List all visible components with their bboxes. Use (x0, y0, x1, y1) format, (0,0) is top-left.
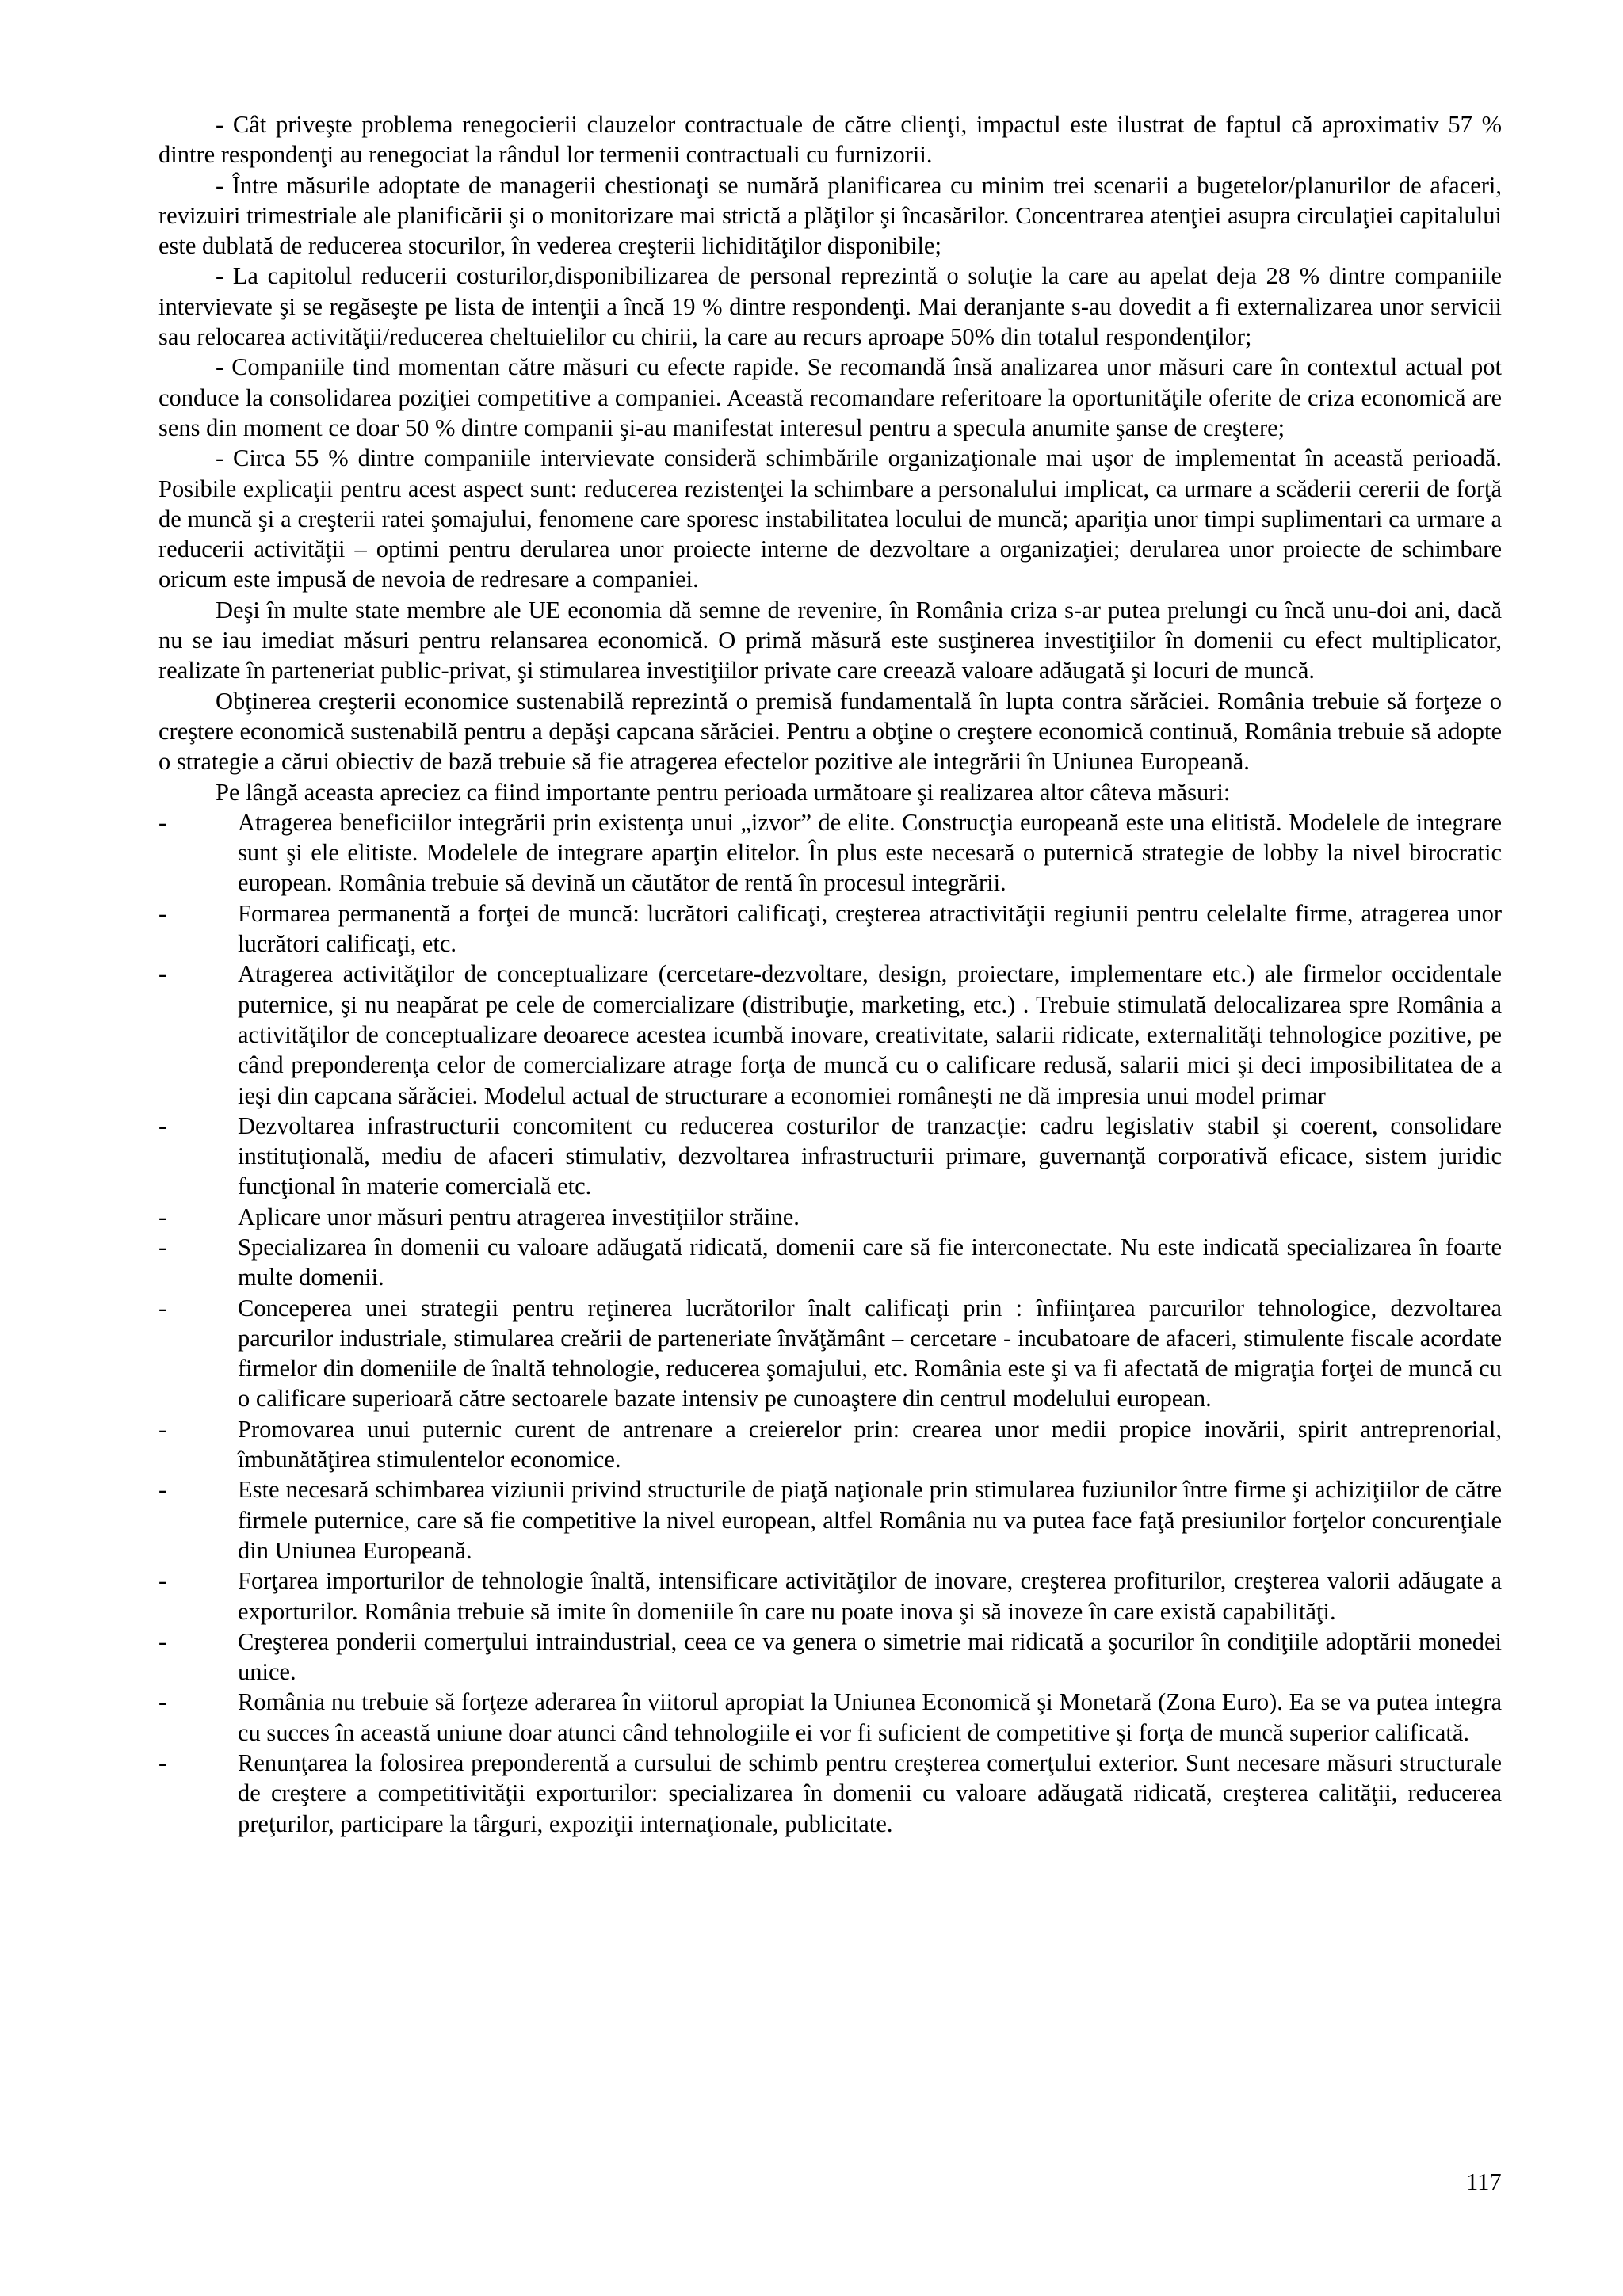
list-item-text: Forţarea importurilor de tehnologie înaltă, intensificare activităţilor de inovare, creşterea profiturilor, creşterea valorii adăugate a exporturilor. România trebuie să imite în domeniile în care nu poate inova şi să inoveze în care există capabilităţi. (238, 1567, 1502, 1625)
list-item-text: Dezvoltarea infrastructurii concomitent cu reducerea costurilor de tranzacţie: cadru legislativ stabil şi coerent, consolidare instituţională, mediu de afaceri stimulativ, dezvoltarea infrastructurii primare, guvernanţă corporativă eficace, sistem juridic funcţional în materie comercială etc. (238, 1112, 1502, 1200)
paragraph-sustainable-growth: Obţinerea creşterii economice sustenabilă reprezintă o premisă fundamentală în lupta contra sărăciei. România trebuie să forţeze o creştere economică sustenabilă pentru a depăşi capcana sărăciei. Pentru a obţine o creştere economică continuă, România trebuie să adopte o strategie a cărui obiectiv de bază trebuie să fie atragerea efectelor pozitive ale integrării în Uniunea Europeană. (158, 687, 1502, 776)
list-item-text: Atragerea beneficiilor integrării prin existenţa unui „izvor” de elite. Construcţia europeană este una elitistă. Modelele de integrare sunt şi ele elitiste. Modelele de integrare aparţin elitelor. În plus este necesară o puternică strategie de lobby la nivel birocratic european. România trebuie să devină un căutător de rentă în procesul integrării. (238, 808, 1502, 897)
list-item (158, 1414, 1502, 1475)
bullet-dash: - (158, 899, 167, 927)
paragraph-organizational-change: - Circa 55 % dintre companiile intervievate consideră schimbările organizaţionale mai uşor de implementat în această perioadă. Posibile explicaţii pentru acest aspect sunt: reducerea rezistenţei la schimbare a personalului implicat, ca urmare a scăderii cererii de forţă de muncă şi a creşterii ratei şomajului, fenomene care sporesc instabilitatea locului de muncă; apariţia unor timpi suplimentari ca urmare a reducerii activităţii – optimi pentru derularea unor proiecte interne de dezvoltare a organizaţiei; derularea unor proiecte de schimbare oricum este impusă de nevoia de redresare a companiei. (158, 444, 1502, 593)
bullet-dash: - (158, 960, 167, 988)
list-item (158, 1627, 1502, 1688)
paragraph-eu-recovery: Deşi în multe state membre ale UE economia dă semne de revenire, în România criza s-ar putea prelungi cu încă unu-doi ani, dacă nu se iau imediat măsuri pentru relansarea economică. O primă măsură este susţinerea investiţiilor în domenii cu efect multiplicator, realizate în parteneriat public-privat, şi stimularea investiţiilor private care creează valoare adăugată şi locuri de muncă. (158, 596, 1502, 685)
bullet-dash: - (158, 1688, 167, 1716)
list-item (158, 1232, 1502, 1293)
list-item-text: Creşterea ponderii comerţului intraindustrial, ceea ce va genera o simetrie mai ridicată a şocurilor în condiţiile adoptării monedei unice. (238, 1627, 1502, 1686)
bullet-dash: - (158, 1627, 167, 1655)
page-number: 117 (1466, 2168, 1502, 2195)
list-item-text: Renunţarea la folosirea preponderentă a cursului de schimb pentru creşterea comerţului exterior. Sunt necesare măsuri structurale de creştere a competitivităţii exporturilor: specializarea în domenii cu valoare adăugată ridicată, creşterea calităţii, reducerea preţurilor, participare la târguri, expoziţii internaţionale, publicitate. (238, 1749, 1502, 1837)
list-item (158, 1293, 1502, 1414)
list-item-text: Promovarea unui puternic curent de antrenare a creierelor prin: crearea unor medii propice inovării, spirit antreprenorial, îmbunătăţirea stimulentelor economice. (238, 1415, 1502, 1474)
bullet-dash: - (158, 1233, 167, 1261)
list-item-text: Atragerea activităţilor de conceptualizare (cercetare-dezvoltare, design, proiectare, implementare etc.) ale firmelor occidentale puternice, şi nu neapărat pe cele de comercializare (distribuţie, marketing, etc.) . Trebuie stimulată delocalizarea spre România a activităţilor de conceptualizare deoarece acestea icumbă inovare, creativitate, salarii ridicate, externalităţi tehnologice pozitive, pe când preponderenţa celor de comercializare atrage forţa de muncă cu o calificare redusă, salarii mici şi deci imposibilitatea de a ieşi din capcana sărăciei. Modelul actual de structurare a economiei româneşti ne dă impresia unui model primar (238, 960, 1502, 1109)
paragraph-measures-intro: Pe lângă aceasta apreciez ca fiind importante pentru perioada următoare şi realizarea altor câteva măsuri: (216, 778, 1231, 806)
list-item (158, 1748, 1502, 1839)
list-item (158, 1202, 1502, 1232)
list-item (158, 959, 1502, 1110)
list-item-text: Este necesară schimbarea viziunii privind structurile de piaţă naţionale prin stimularea fuziunilor între firme şi achiziţiilor de către firmele puternice, care să fie competitive la nivel european, altfel România nu va putea face faţă presiunilor forţelor concurenţiale din Uniunea Europeană. (238, 1476, 1502, 1564)
bullet-dash: - (158, 1112, 167, 1139)
list-item (158, 898, 1502, 959)
bullet-dash: - (158, 808, 167, 836)
bullet-dash: - (158, 1203, 167, 1230)
list-item (158, 1687, 1502, 1748)
paragraph-cost-reduction: - La capitolul reducerii costurilor,disponibilizarea de personal reprezintă o soluţie la care au apelat deja 28 % dintre companiile intervievate şi se regăseşte pe lista de intenţii a încă 19 % dintre respondenţi. Mai deranjante s-au dovedit a fi externalizarea unor servicii sau relocarea activităţii/reducerea cheltuielilor cu chirii, la care au recurs aproape 50% din totalul respondenţilor; (158, 262, 1502, 351)
paragraph-management-measures: - Între măsurile adoptate de managerii chestionaţi se numără planificarea cu minim trei scenarii a bugetelor/planurilor de afaceri, revizuiri trimestriale ale planificării şi o monitorizare mai strictă a plăţilor şi încasărilor. Concentrarea atenţiei asupra circulaţiei capitalului este dublată de reducerea stocurilor, în vederea creşterii lichidităţilor disponibile; (158, 171, 1502, 260)
list-item-text: Conceperea unei strategii pentru reţinerea lucrătorilor înalt calificaţi prin : înfiinţarea parcurilor tehnologice, dezvoltarea parcurilor industriale, stimularea creării de parteneriate învăţământ – cercetare - incubatoare de afaceri, stimulente fiscale acordate firmelor din domeniile de înaltă tehnologie, reducerea şomajului, etc. România este şi va fi afectată de migraţia forţei de muncă cu o calificare superioară către sectoarele bazate intensiv pe cunoaştere din centrul modelului european. (238, 1294, 1502, 1413)
paragraph-rapid-measures: - Companiile tind momentan către măsuri cu efecte rapide. Se recomandă însă analizarea unor măsuri care în contextul actual pot conduce la consolidarea poziţiei competitive a companiei. Această recomandare referitoare la oportunităţile oferite de criza economică are sens din moment ce doar 50 % dintre companii şi-au manifestat interesul pentru a specula anumite şanse de creştere; (158, 353, 1502, 441)
list-item-text: România nu trebuie să forţeze aderarea în viitorul apropiat la Uniunea Economică şi Monetară (Zona Euro). Ea se va putea integra cu succes în această uniune doar atunci când tehnologiile ei vor fi suficient de competitive şi forţa de muncă superior calificată. (238, 1688, 1502, 1746)
measures-list (158, 807, 1502, 1839)
bullet-dash: - (158, 1567, 167, 1595)
list-item-text: Formarea permanentă a forţei de muncă: lucrători calificaţi, creşterea atractivităţii regiunii pentru celelalte firme, atragerea unor lucrători calificaţi, etc. (238, 899, 1502, 958)
list-item-text: Aplicare unor măsuri pentru atragerea investiţiilor străine. (238, 1203, 800, 1230)
bullet-dash: - (158, 1749, 167, 1777)
bullet-dash: - (158, 1476, 167, 1504)
list-item (158, 1474, 1502, 1566)
list-item-text: Specializarea în domenii cu valoare adăugată ridicată, domenii care să fie interconectate. Nu este indicată specializarea în foarte multe domenii. (238, 1233, 1502, 1291)
list-item (158, 1566, 1502, 1627)
bullet-dash: - (158, 1294, 167, 1322)
paragraph-renegotiation: - Cât priveşte problema renegocierii clauzelor contractuale de către clienţi, impactul este ilustrat de faptul că aproximativ 57 % dintre respondenţi au renegociat la rândul lor termenii contractuali cu furnizorii. (158, 111, 1502, 169)
list-item (158, 807, 1502, 898)
page-body (158, 109, 1502, 1839)
list-item (158, 1111, 1502, 1202)
bullet-dash: - (158, 1415, 167, 1443)
